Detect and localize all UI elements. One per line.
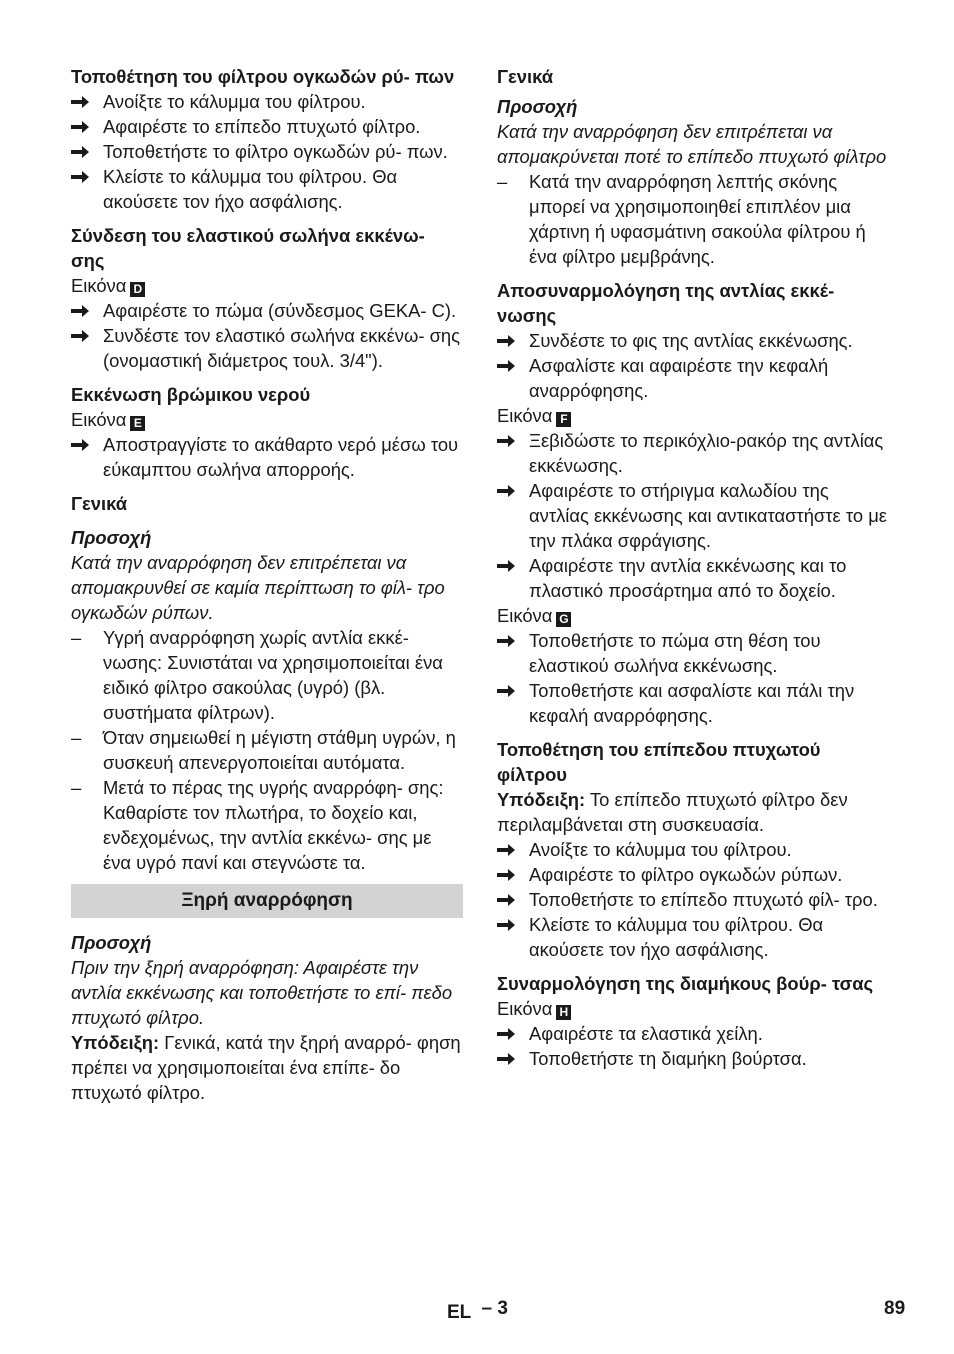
- list-item: – Όταν σημειωθεί η μέγιστη στάθμη υγρών, η συσκευή απενεργοποιείται αυτόματα.: [71, 727, 456, 773]
- figure-badge: F: [556, 412, 571, 427]
- arrow-right-icon: [497, 559, 516, 573]
- figure-badge: H: [556, 1005, 571, 1020]
- steps-pump-removal: [497, 328, 887, 403]
- arrow-right-icon: [497, 843, 516, 857]
- arrow-right-icon: [71, 170, 90, 184]
- step-item: Αφαιρέστε το επίπεδο πτυχωτό φίλτρο.: [71, 114, 463, 139]
- section-banner: Ξηρή αναρρόφηση: [71, 884, 463, 918]
- list-item: – Μετά το πέρας της υγρής αναρρόφη- σης: Καθαρίστε τον πλωτήρα, το δοχείο και, ενδεχομένως, την αντλία εκκένω- σης με ένα υγρό πανί και στεγνώστε τα.: [71, 777, 444, 873]
- step-item: Αφαιρέστε το στήριγμα καλωδίου της αντλίας εκκένωσης και αντικαταστήστε το με την πλάκα σφράγισης.: [497, 478, 887, 553]
- step-item: Ανοίξτε το κάλυμμα του φίλτρου.: [71, 89, 463, 114]
- steps-pump-removal-b: [497, 428, 887, 603]
- arrow-right-icon: [497, 434, 516, 448]
- steps-pump-removal-c: [497, 628, 887, 728]
- heading-flat-filter: Τοποθέτηση του επίπεδου πτυχωτού φίλτρου: [497, 739, 821, 785]
- arrow-right-icon: [71, 120, 90, 134]
- steps-drain-hose: [71, 298, 463, 373]
- caution-text: Κατά την αναρρόφηση δεν επιτρέπεται να απομακρυνθεί σε καμία περίπτωση το φίλ- τρο ογκωδών ρύπων.: [71, 552, 445, 623]
- step-item: Τοποθετήστε και ασφαλίστε και πάλι την κεφαλή αναρρόφησης.: [497, 678, 887, 728]
- heading-drain-hose: Σύνδεση του ελαστικού σωλήνα εκκένω- σης: [71, 225, 425, 271]
- list-item: – Υγρή αναρρόφηση χωρίς αντλία εκκέ- νωσης: Συνιστάται να χρησιμοποιείται ένα ειδικό φίλτρο σακούλας (υγρό) (βλ. συστήματα φίλτρων).: [71, 627, 443, 723]
- arrow-right-icon: [71, 95, 90, 109]
- note-label: Υπόδειξη:: [71, 1032, 160, 1053]
- right-column: [497, 64, 887, 1071]
- arrow-right-icon: [71, 304, 90, 318]
- caution-label: Προσοχή: [497, 96, 578, 117]
- step-item: Συνδέστε τον ελαστικό σωλήνα εκκένω- σης (ονομαστική διάμετρος τουλ. 3/4").: [71, 323, 463, 373]
- step-item: Ανοίξτε το κάλυμμα του φίλτρου.: [497, 837, 887, 862]
- general-list: [497, 169, 887, 269]
- step-item: Αποστραγγίστε το ακάθαρτο νερό μέσω του εύκαμπτου σωλήνα απορροής.: [71, 432, 463, 482]
- heading-pump-removal: Αποσυναρμολόγηση της αντλίας εκκέ- νωσης: [497, 280, 835, 326]
- step-item: Αφαιρέστε το φίλτρο ογκωδών ρύπων.: [497, 862, 887, 887]
- footer-section-label: EL – 3: [447, 1298, 508, 1323]
- heading-general: Γενικά: [71, 493, 128, 514]
- note-paragraph: Υπόδειξη: Το επίπεδο πτυχωτό φίλτρο δεν περιλαμβάνεται στη συσκευασία.: [497, 789, 848, 835]
- figure-ref: Εικόνα H: [497, 996, 887, 1021]
- arrow-right-icon: [497, 634, 516, 648]
- step-item: Αφαιρέστε την αντλία εκκένωσης και το πλαστικό προσάρτημα από το δοχείο.: [497, 553, 887, 603]
- step-item: Αφαιρέστε τα ελαστικά χείλη.: [497, 1021, 887, 1046]
- step-item: Τοποθετήστε τη διαμήκη βούρτσα.: [497, 1046, 887, 1071]
- steps-coarse-filter: [71, 89, 463, 214]
- arrow-right-icon: [497, 334, 516, 348]
- arrow-right-icon: [497, 868, 516, 882]
- arrow-right-icon: [71, 438, 90, 452]
- heading-general: Γενικά: [497, 66, 554, 87]
- step-item: Τοποθετήστε το φίλτρο ογκωδών ρύ- πων.: [71, 139, 463, 164]
- heading-long-brush: Συναρμολόγηση της διαμήκους βούρ- τσας: [497, 973, 874, 994]
- steps-dirty-water: [71, 432, 463, 482]
- steps-flat-filter: [497, 837, 887, 962]
- figure-ref: Εικόνα F: [497, 403, 887, 428]
- arrow-right-icon: [497, 1027, 516, 1041]
- figure-badge: D: [130, 282, 145, 297]
- arrow-right-icon: [497, 684, 516, 698]
- figure-badge: E: [130, 416, 145, 431]
- step-item: Τοποθετήστε το επίπεδο πτυχωτό φίλ- τρο.: [497, 887, 887, 912]
- step-item: Κλείστε το κάλυμμα του φίλτρου. Θα ακούσετε τον ήχο ασφάλισης.: [71, 164, 463, 214]
- arrow-right-icon: [497, 1052, 516, 1066]
- general-list: [71, 625, 463, 875]
- note-label: Υπόδειξη:: [497, 789, 586, 810]
- step-item: Ασφαλίστε και αφαιρέστε την κεφαλή αναρρόφησης.: [497, 353, 887, 403]
- left-column: [71, 64, 463, 1105]
- step-item: Τοποθετήστε το πώμα στη θέση του ελαστικού σωλήνα εκκένωσης.: [497, 628, 887, 678]
- figure-ref: Εικόνα G: [497, 603, 887, 628]
- figure-badge: G: [556, 612, 571, 627]
- list-item: – Κατά την αναρρόφηση λεπτής σκόνης μπορεί να χρησιμοποιηθεί επιπλέον μια χάρτινη ή υφασμάτινη σακούλα φίλτρου ή ένα φίλτρο μεμβράνης.: [497, 171, 866, 267]
- arrow-right-icon: [71, 145, 90, 159]
- arrow-right-icon: [497, 918, 516, 932]
- step-item: Αφαιρέστε το πώμα (σύνδεσμος GEKA- C).: [71, 298, 463, 323]
- caution-text: Κατά την αναρρόφηση δεν επιτρέπεται να απομακρύνεται ποτέ το επίπεδο πτυχωτό φίλτρο: [497, 121, 887, 167]
- arrow-right-icon: [497, 359, 516, 373]
- figure-ref: Εικόνα D: [71, 273, 463, 298]
- arrow-right-icon: [71, 329, 90, 343]
- step-item: Συνδέστε το φις της αντλίας εκκένωσης.: [497, 328, 887, 353]
- caution-label: Προσοχή: [71, 527, 152, 548]
- step-item: Ξεβιδώστε το περικόχλιο-ρακόρ της αντλίας εκκένωσης.: [497, 428, 887, 478]
- step-item: Κλείστε το κάλυμμα του φίλτρου. Θα ακούσετε τον ήχο ασφάλισης.: [497, 912, 887, 962]
- note-paragraph: Υπόδειξη: Γενικά, κατά την ξηρή αναρρό- φηση πρέπει να χρησιμοποιείται ένα επίπε- δο πτυχωτό φίλτρο.: [71, 1032, 461, 1103]
- arrow-right-icon: [497, 893, 516, 907]
- steps-long-brush: [497, 1021, 887, 1071]
- heading-coarse-filter: Τοποθέτηση του φίλτρου ογκωδών ρύ- πων: [71, 66, 455, 87]
- page-number: 89: [884, 1298, 906, 1319]
- arrow-right-icon: [497, 484, 516, 498]
- caution-label: Προσοχή: [71, 932, 152, 953]
- caution-text: Πριν την ξηρή αναρρόφηση: Αφαιρέστε την αντλία εκκένωσης και τοποθετήστε το επί- πεδο πτυχωτό φίλτρο.: [71, 957, 453, 1028]
- heading-dirty-water: Εκκένωση βρώμικου νερού: [71, 384, 311, 405]
- figure-ref: Εικόνα E: [71, 407, 463, 432]
